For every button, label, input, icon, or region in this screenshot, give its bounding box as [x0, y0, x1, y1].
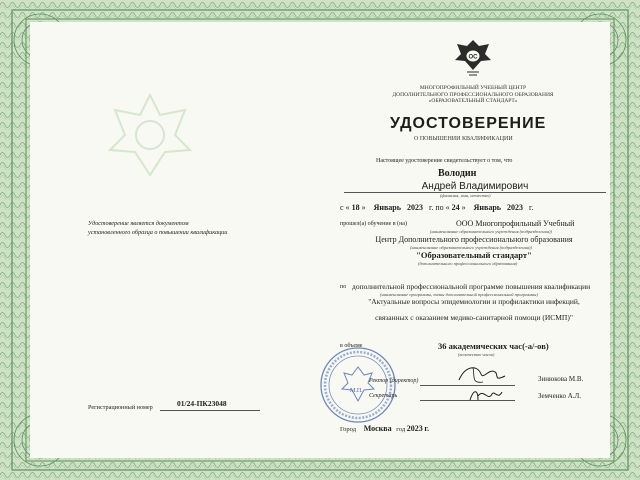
year-suffix: г.: [424, 424, 430, 433]
program-line2: "Актуальные вопросы эпидемиологии и профилактики инфекций,: [368, 297, 580, 306]
training-org-line3: "Образовательный стандарт": [416, 250, 532, 260]
org-header: [388, 85, 558, 105]
date-to-day: 24: [451, 203, 460, 212]
fio-caption: (фамилия, имя, отчество): [440, 193, 491, 198]
city-label: Город: [340, 426, 357, 433]
eagle-emblem-icon: [453, 36, 493, 80]
recipient-name: Андрей Владимирович: [344, 181, 606, 193]
recipient-surname: Володин: [438, 168, 477, 179]
program-line3: связанных с оказанием медико-санитарной помощи (ИСМП)": [375, 313, 573, 322]
date-from-month: Январь: [373, 203, 401, 212]
emblem-text: ОС: [468, 54, 478, 61]
date-to-prefix: г. по «: [428, 203, 450, 212]
training-org-caption2: (наименование образовательного учреждения (подразделения)): [410, 245, 532, 250]
secretary-signature-icon: [466, 384, 506, 406]
intro-text: Настоящее удостоверение свидетельствует о том, что: [376, 158, 513, 164]
dates-row: с « 18 » Январь 2023 г. по « 24 » Январь 2023 г.: [340, 203, 534, 212]
year-label: год: [396, 426, 406, 433]
city-row: [340, 424, 429, 433]
year-value: 2023: [406, 424, 423, 433]
reg-label: Регистрационный номер: [88, 404, 153, 411]
training-org-line2: Центр Дополнительного профессионального образования: [375, 235, 573, 244]
reg-number: 01/24-ПК23048: [177, 399, 227, 408]
program-label: по: [340, 284, 347, 290]
secretary-label: Секретарь: [369, 393, 398, 399]
training-label: прошел(а) обучение в (на): [340, 221, 407, 227]
left-note: [88, 219, 227, 237]
rector-label: Ректор (директор): [369, 378, 419, 384]
reg-number-line: [160, 410, 260, 411]
training-org-caption1: (наименование образовательного учреждения (подразделения)): [430, 229, 552, 234]
org-header-line2: ДОПОЛНИТЕЛЬНОГО ПРОФЕССИОНАЛЬНОГО ОБРАЗОВАНИЯ: [392, 91, 554, 98]
date-suffix: г.: [529, 203, 534, 212]
program-line1: дополнительной профессиональной программе повышения квалификации: [352, 282, 591, 291]
volume-value: 36 академических час(-а/-ов): [438, 341, 549, 351]
org-header-line3: «ОБРАЗОВАТЕЛЬНЫЙ СТАНДАРТ»: [428, 98, 518, 104]
left-note-line1: Удостоверение является документом: [88, 220, 189, 227]
document-title: УДОСТОВЕРЕНИЕ: [390, 115, 547, 132]
rector-name: Зинюкова М.В.: [538, 375, 584, 383]
volume-label: в объеме: [340, 343, 363, 349]
eagle-watermark-icon: [95, 80, 205, 190]
program-caption: (наименование программы, темы дополнительной профессиональной программы): [380, 292, 538, 297]
training-org-line1: ООО Многопрофильный Учебный: [456, 219, 575, 228]
city-value: Москва: [363, 424, 392, 433]
round-stamp-icon: [318, 345, 398, 425]
training-org-caption3: (дополнительного профессионального образования): [418, 261, 518, 266]
date-to-month: Январь: [473, 203, 502, 212]
left-note-line2: установленного образца о повышении квалификации: [88, 229, 228, 236]
secretary-name: Земченко А.Л.: [538, 392, 582, 400]
date-from-year: 2023: [406, 203, 423, 212]
org-header-line1: МНОГОПРОФИЛЬНЫЙ УЧЕБНЫЙ ЦЕНТР: [419, 85, 527, 91]
document-subtitle: О ПОВЫШЕНИИ КВАЛИФИКАЦИИ: [414, 136, 513, 142]
date-to-year: 2023: [507, 203, 524, 212]
date-from-prefix: с «: [340, 203, 350, 212]
volume-caption: (количество часов): [458, 352, 495, 357]
date-from-day: 18: [351, 203, 360, 212]
stamp-mp: М.П.: [350, 388, 363, 394]
